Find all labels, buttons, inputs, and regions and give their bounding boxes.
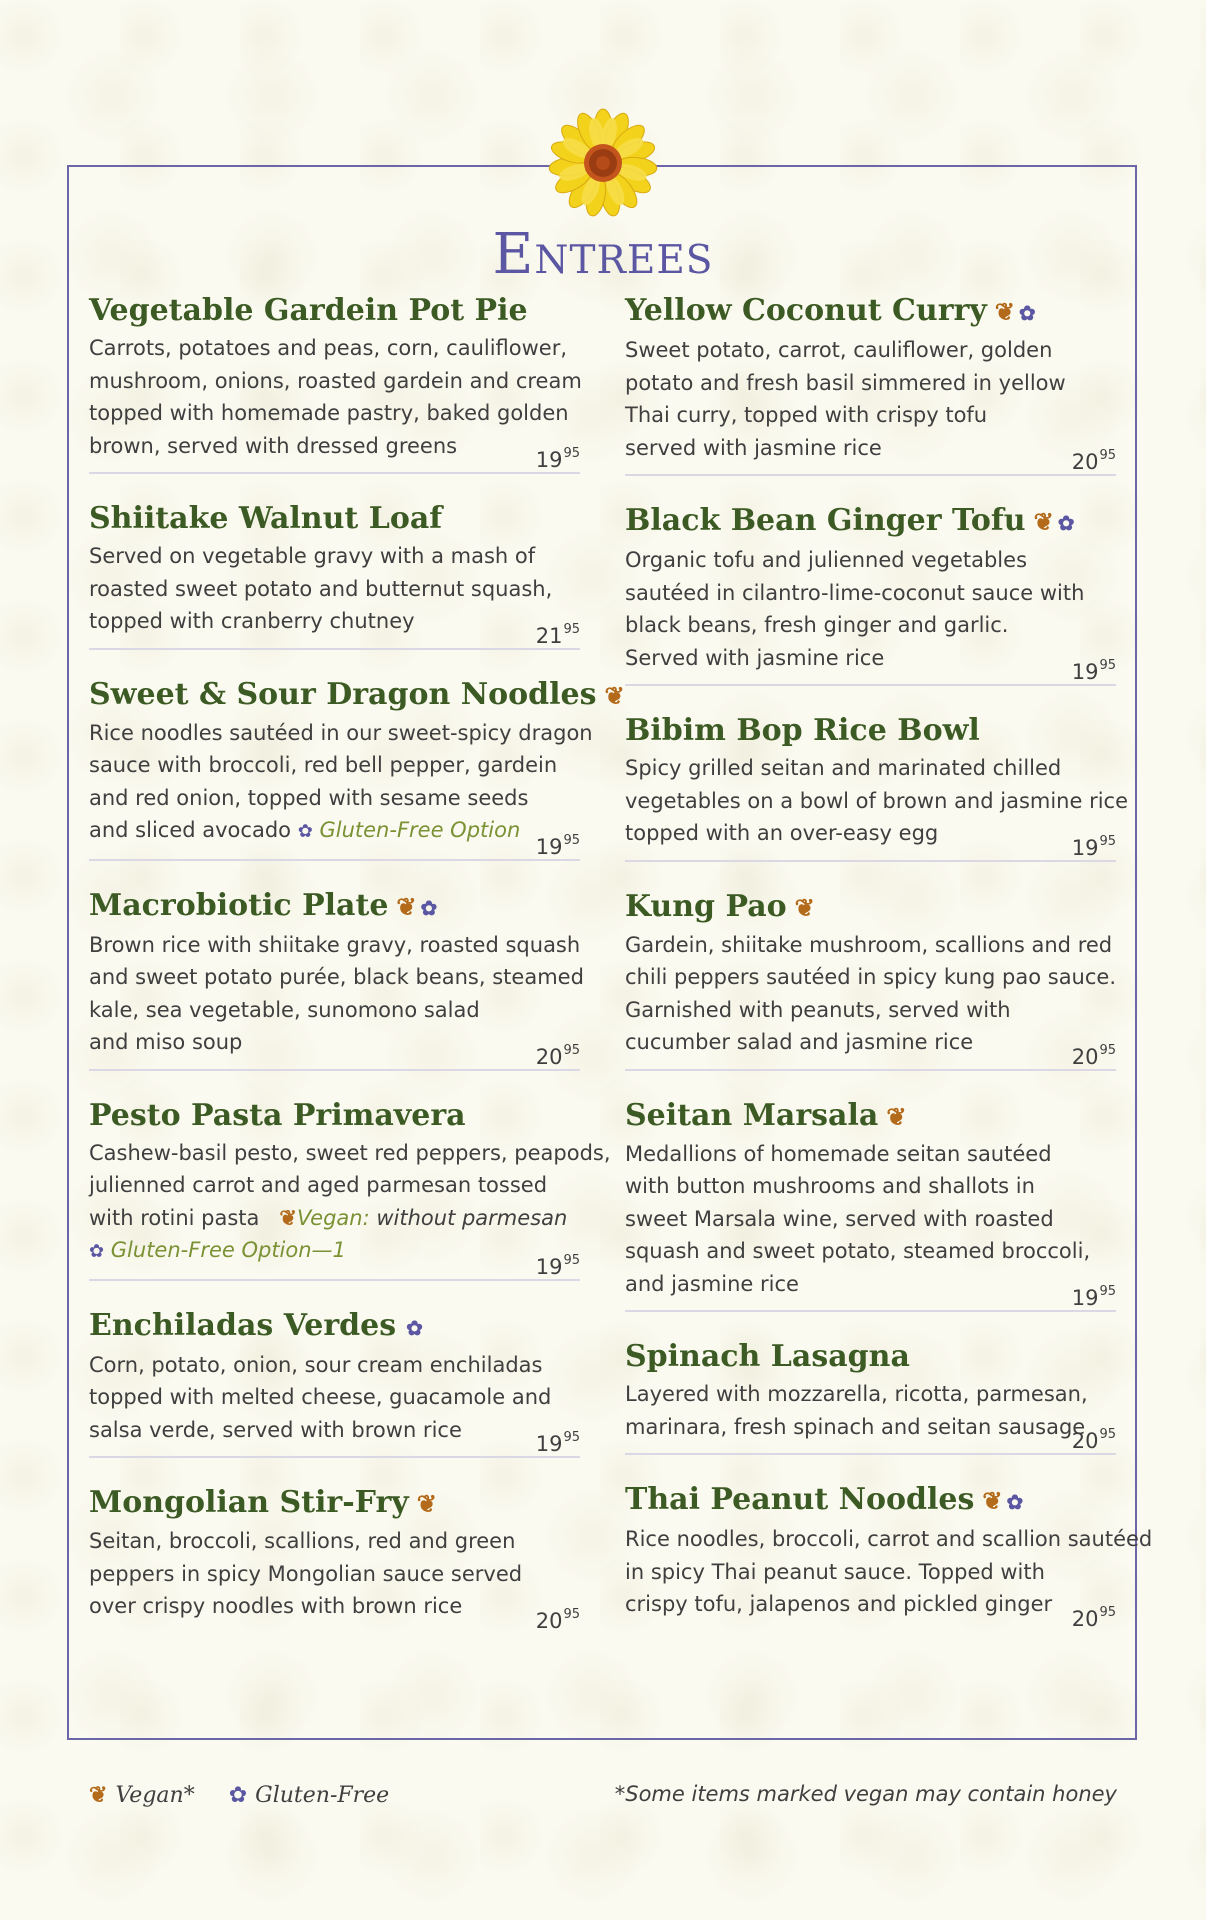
gluten-free-icon: ✿ bbox=[1006, 1490, 1024, 1514]
item-description bbox=[625, 1138, 1116, 1301]
desc-line: Corn, potato, onion, sour cream enchiladas bbox=[89, 1352, 543, 1377]
item-price: $20^{95}$ bbox=[535, 1042, 580, 1069]
desc-line: sautéed in cilantro-lime-coconut sauce with bbox=[625, 580, 1085, 605]
item-price: $19^{95}$ bbox=[535, 446, 580, 472]
item-price: $19^{95}$ bbox=[535, 1252, 580, 1279]
item-name: Kung Pao ❦ bbox=[625, 888, 815, 924]
desc-line: crispy tofu, jalapenos and pickled ginger bbox=[625, 1592, 1053, 1616]
vegan-legend: Vegan* bbox=[115, 1783, 195, 1808]
desc-line: Garnished with peanuts, served with bbox=[625, 997, 1011, 1022]
item-price: $21^{95}$ bbox=[535, 621, 580, 648]
desc-line: Rice noodles sautéed in our sweet-spicy dragon bbox=[89, 720, 593, 745]
vegan-icon: ❦ bbox=[794, 892, 815, 922]
desc-line: and miso soup bbox=[89, 1030, 243, 1054]
menu-item bbox=[89, 1482, 580, 1633]
gluten-free-icon: ✿ bbox=[89, 1241, 105, 1262]
desc-line: topped with homemade pastry, baked golden bbox=[89, 401, 569, 425]
desc-line: Organic tofu and julienned vegetables bbox=[625, 548, 1028, 572]
menu-item bbox=[625, 500, 1116, 686]
item-price: $20^{95}$ bbox=[1071, 1042, 1116, 1069]
vegan-icon: ❦ bbox=[89, 1782, 108, 1808]
menu-item bbox=[89, 498, 580, 650]
item-name: Enchiladas Verdes ✿ bbox=[89, 1307, 423, 1343]
desc-line: and red onion, topped with sesame seeds bbox=[89, 785, 529, 810]
desc-line: topped with cranberry chutney bbox=[89, 609, 415, 633]
desc-line: Sweet potato, carrot, cauliflower, golden bbox=[625, 338, 1053, 362]
footer bbox=[0, 1782, 1206, 1822]
desc-line: potato and fresh basil simmered in yellow bbox=[625, 370, 1066, 395]
menu-column-left bbox=[89, 290, 625, 1657]
item-description bbox=[625, 1378, 1116, 1443]
vegan-icon: ❦ bbox=[279, 1204, 298, 1230]
item-price: $19^{95}$ bbox=[1071, 833, 1116, 860]
desc-line: with button mushrooms and shallots in bbox=[625, 1174, 1035, 1198]
item-name: Mongolian Stir-Fry ❦ bbox=[89, 1485, 437, 1520]
desc-line: and jasmine rice bbox=[625, 1271, 799, 1296]
item-price: $20^{95}$ bbox=[1071, 1604, 1116, 1631]
item-name: Sweet & Sour Dragon Noodles ❦ bbox=[89, 676, 625, 712]
gluten-free-icon: ✿ bbox=[297, 821, 313, 842]
vegan-icon: ❦ bbox=[396, 891, 417, 921]
desc-line: mushroom, onions, roasted gardein and cream bbox=[89, 368, 582, 393]
gluten-free-option: Gluten-Free Option—1 bbox=[110, 1238, 346, 1262]
desc-line: Gardein, shiitake mushroom, scallions and red bbox=[625, 932, 1113, 957]
vegan-note: without parmesan bbox=[376, 1205, 568, 1230]
desc-line: black beans, fresh ginger and garlic. bbox=[625, 613, 1009, 637]
item-description bbox=[625, 1523, 1153, 1621]
item-description bbox=[89, 1349, 580, 1447]
item-description bbox=[625, 544, 1116, 674]
desc-line: julienned carrot and aged parmesan tossed bbox=[89, 1173, 548, 1197]
item-name: Macrobiotic Plate ❦ ✿ bbox=[89, 887, 438, 923]
menu-item bbox=[89, 1095, 611, 1281]
item-description bbox=[89, 1525, 580, 1623]
honey-footnote: *Some items marked vegan may contain honey bbox=[614, 1782, 1117, 1806]
item-name: Spinach Lasagna bbox=[625, 1339, 910, 1374]
item-price: $20^{95}$ bbox=[535, 1606, 580, 1633]
desc-line: Layered with mozzarella, ricotta, parmesan, bbox=[625, 1382, 1088, 1406]
gluten-free-icon: ✿ bbox=[406, 1315, 423, 1340]
desc-line: in spicy Thai peanut sauce. Topped with bbox=[625, 1559, 1045, 1584]
gluten-free-option: Gluten-Free Option bbox=[319, 818, 521, 842]
desc-line: roasted sweet potato and butternut squash, bbox=[89, 576, 553, 601]
sunflower-icon bbox=[548, 108, 658, 218]
menu-item bbox=[89, 290, 580, 474]
menu-item bbox=[625, 886, 1116, 1071]
vegan-icon: ❦ bbox=[604, 680, 625, 710]
desc-line: Cashew-basil pesto, sweet red peppers, peapods, bbox=[89, 1140, 611, 1165]
desc-line: Brown rice with shiitake gravy, roasted squash bbox=[89, 932, 581, 957]
vegan-label: Vegan: bbox=[297, 1205, 370, 1230]
item-price: $19^{95}$ bbox=[1071, 1284, 1116, 1310]
desc-line: Seitan, broccoli, scallions, red and green bbox=[89, 1529, 516, 1553]
desc-line: Rice noodles, broccoli, carrot and scallion sautéed bbox=[625, 1527, 1153, 1551]
item-name: Thai Peanut Noodles ❦ ✿ bbox=[625, 1482, 1024, 1517]
desc-line: Carrots, potatoes and peas, corn, cauliflower, bbox=[89, 336, 568, 360]
desc-line: sauce with broccoli, red bell pepper, gardein bbox=[89, 753, 558, 777]
menu-column-right bbox=[625, 290, 1153, 1655]
desc-line: over crispy noodles with brown rice bbox=[89, 1594, 463, 1618]
desc-line: peppers in spicy Mongolian sauce served bbox=[89, 1561, 523, 1586]
desc-line: served with jasmine rice bbox=[625, 435, 882, 460]
item-price: $19^{95}$ bbox=[1071, 658, 1116, 684]
desc-line: marinara, fresh spinach and seitan sausage bbox=[625, 1414, 1086, 1439]
desc-line: topped with melted cheese, guacamole and bbox=[89, 1385, 552, 1409]
desc-line: Served on vegetable gravy with a mash of bbox=[89, 544, 536, 568]
item-name: Seitan Marsala ❦ bbox=[625, 1097, 907, 1133]
item-price: $19^{95}$ bbox=[535, 1430, 580, 1456]
gluten-free-icon: ✿ bbox=[420, 895, 438, 920]
menu-item bbox=[89, 1305, 580, 1459]
gluten-free-legend: Gluten-Free bbox=[255, 1783, 390, 1808]
menu-item bbox=[625, 290, 1116, 476]
item-name: Black Bean Ginger Tofu ❦ ✿ bbox=[625, 503, 1075, 538]
item-description bbox=[89, 540, 580, 638]
symbol-legend bbox=[89, 1782, 389, 1808]
item-description bbox=[625, 752, 1129, 850]
menu-item bbox=[89, 674, 625, 861]
vegan-icon: ❦ bbox=[886, 1101, 907, 1131]
gluten-free-icon: ✿ bbox=[228, 1783, 248, 1808]
desc-line: vegetables on a bowl of brown and jasmine rice bbox=[625, 788, 1129, 813]
item-description bbox=[89, 332, 580, 462]
item-description bbox=[625, 929, 1116, 1059]
item-price: $20^{95}$ bbox=[1071, 448, 1116, 474]
desc-line: salsa verde, served with brown rice bbox=[89, 1417, 462, 1442]
desc-line: and sweet potato purée, black beans, steamed bbox=[89, 965, 584, 989]
item-name: Vegetable Gardein Pot Pie bbox=[89, 293, 528, 328]
page-title: Entrees bbox=[492, 222, 714, 287]
item-description bbox=[89, 929, 584, 1059]
desc-line: Spicy grilled seitan and marinated chilled bbox=[625, 756, 1062, 780]
desc-line: sweet Marsala wine, served with roasted bbox=[625, 1206, 1054, 1231]
vegan-icon: ❦ bbox=[982, 1486, 1003, 1515]
desc-line: squash and sweet potato, steamed broccoli, bbox=[625, 1239, 1091, 1263]
desc-line: with rotini pasta ❦Vegan: without parmesan bbox=[89, 1204, 568, 1230]
item-price: $19^{95}$ bbox=[535, 832, 580, 859]
desc-line: cucumber salad and jasmine rice bbox=[625, 1030, 974, 1054]
item-description bbox=[625, 334, 1116, 464]
item-name: Bibim Bop Rice Bowl bbox=[625, 713, 980, 748]
desc-line: and sliced avocado ✿ Gluten-Free Option bbox=[89, 818, 521, 842]
desc-line: Thai curry, topped with crispy tofu bbox=[625, 403, 988, 427]
item-name: Shiitake Walnut Loaf bbox=[89, 501, 443, 536]
desc-line: chili peppers sautéed in spicy kung pao sauce. bbox=[625, 965, 1117, 989]
desc-line: brown, served with dressed greens bbox=[89, 433, 458, 458]
desc-line: Served with jasmine rice bbox=[625, 645, 885, 670]
menu-item bbox=[625, 1479, 1153, 1631]
vegan-icon: ❦ bbox=[416, 1489, 437, 1518]
gluten-free-icon: ✿ bbox=[1057, 511, 1075, 535]
desc-line: kale, sea vegetable, sunomono salad bbox=[89, 997, 480, 1022]
desc-line: topped with an over-easy egg bbox=[625, 821, 939, 845]
gluten-free-icon: ✿ bbox=[1018, 301, 1036, 325]
vegan-icon: ❦ bbox=[1033, 507, 1054, 536]
menu-item bbox=[625, 1095, 1116, 1313]
item-name: Yellow Coconut Curry ❦ ✿ bbox=[625, 293, 1036, 328]
item-description bbox=[89, 717, 593, 849]
menu-item bbox=[89, 885, 584, 1071]
desc-line: Medallions of homemade seitan sautéed bbox=[625, 1141, 1052, 1166]
vegan-icon: ❦ bbox=[994, 297, 1015, 326]
item-description bbox=[89, 1137, 611, 1269]
menu-item bbox=[625, 710, 1129, 862]
item-price: $20^{95}$ bbox=[1071, 1427, 1116, 1453]
menu-item bbox=[625, 1336, 1116, 1455]
item-name: Pesto Pasta Primavera bbox=[89, 1097, 466, 1133]
desc-line bbox=[89, 1234, 580, 1269]
